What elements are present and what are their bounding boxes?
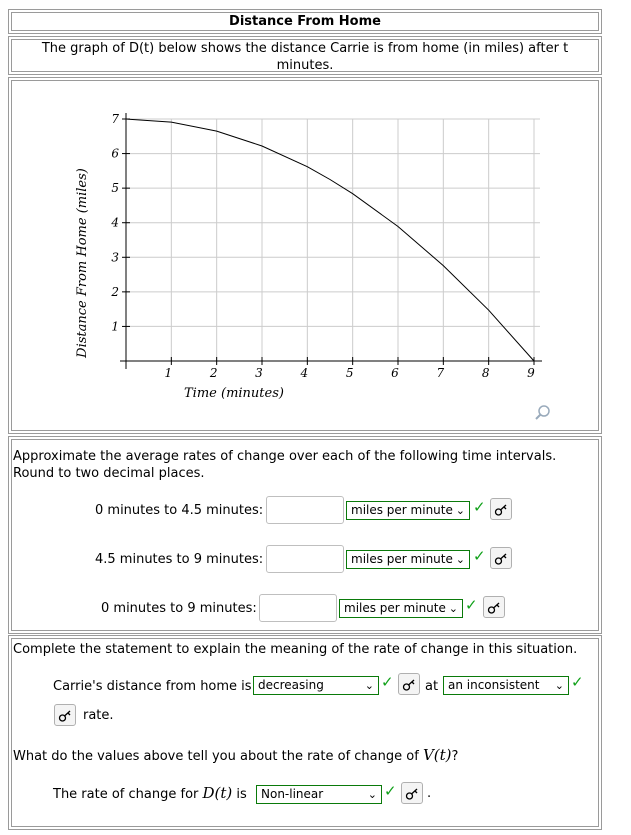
row1-answer-input[interactable]	[266, 496, 344, 524]
y-tick-label: 5	[111, 181, 119, 196]
rates-instructions: Approximate the average rates of change over each of the following time intervals. Round to two decimal places.	[13, 449, 557, 481]
x-tick-label: 5	[345, 366, 354, 380]
row2-unit-select[interactable]	[346, 550, 470, 569]
trend-select-value: decreasing	[258, 678, 324, 692]
y-tick-label: 7	[111, 112, 119, 126]
key-icon	[405, 787, 421, 801]
linearity-key-button[interactable]	[401, 782, 423, 804]
x-tick-label: 6	[391, 366, 399, 380]
linearity-check-icon: ✓	[384, 782, 397, 800]
row2-unit-value: miles per minute	[351, 552, 453, 566]
final-is: is	[236, 787, 247, 802]
y-axis-label: Distance From Home (miles)	[75, 168, 90, 358]
y-tick-label: 3	[111, 250, 119, 265]
statement-box	[8, 635, 602, 830]
linearity-select[interactable]	[256, 785, 382, 804]
row3-check-icon: ✓	[465, 596, 478, 614]
y-tick-label: 2	[111, 284, 119, 299]
trend-key-button[interactable]	[398, 673, 420, 695]
question-var: V(t)	[422, 746, 452, 764]
key-icon	[402, 678, 418, 692]
row3-key-button[interactable]	[483, 596, 505, 618]
at-word: at	[425, 679, 439, 694]
question-prefix: What do the values above tell you about the rate of change of	[13, 749, 419, 764]
header-box	[8, 9, 602, 34]
row1-label: 0 minutes to 4.5 minutes:	[95, 503, 264, 518]
page-title: Distance From Home	[229, 14, 381, 29]
chevron-down-icon: ⌄	[455, 504, 465, 517]
rates-box	[8, 436, 602, 634]
chevron-down-icon: ⌄	[367, 788, 377, 801]
intro-box	[8, 36, 602, 75]
question-suffix: ?	[451, 749, 459, 764]
x-tick-label: 3	[255, 366, 263, 380]
distance-curve	[126, 119, 534, 361]
chevron-down-icon: ⌄	[364, 679, 374, 692]
chevron-down-icon: ⌄	[448, 602, 458, 615]
statement-prefix: Carrie's distance from home is	[53, 679, 252, 694]
final-var: D(t)	[202, 784, 233, 802]
row1-check-icon: ✓	[473, 498, 486, 516]
graph-box	[8, 77, 602, 434]
key-icon	[487, 601, 503, 615]
y-tick-label: 1	[111, 319, 119, 334]
row3-label: 0 minutes to 9 minutes:	[101, 601, 257, 616]
rate-word: rate.	[83, 708, 114, 723]
chevron-down-icon: ⌄	[554, 679, 564, 692]
consistency-check-icon: ✓	[571, 673, 584, 691]
x-tick-label: 4	[300, 366, 309, 380]
final-period: .	[427, 786, 432, 801]
x-tick-label: 2	[209, 366, 218, 380]
key-icon	[494, 503, 510, 517]
intro-text: The graph of D(t) below shows the distance Carrie is from home (in miles) after t minutes.	[41, 41, 569, 73]
y-tick-label: 6	[111, 146, 119, 161]
final-text	[53, 784, 247, 802]
consistency-key-button[interactable]	[54, 704, 76, 726]
key-icon	[494, 552, 510, 566]
key-icon	[58, 709, 74, 723]
final-prefix: The rate of change for	[53, 787, 199, 802]
trend-select[interactable]	[253, 676, 379, 695]
x-tick-label: 1	[164, 366, 173, 380]
trend-check-icon: ✓	[381, 673, 394, 691]
statement-instructions: Complete the statement to explain the meaning of the rate of change in this situation.	[13, 642, 578, 657]
row2-key-button[interactable]	[490, 547, 512, 569]
x-tick-label: 8	[481, 366, 490, 380]
row2-label: 4.5 minutes to 9 minutes:	[95, 552, 264, 567]
x-axis-label: Time (minutes)	[184, 386, 284, 401]
row3-unit-value: miles per minute	[344, 601, 446, 615]
y-tick-label: 4	[111, 215, 119, 230]
question-text	[13, 746, 458, 764]
x-tick-label: 9	[527, 366, 535, 380]
zoom-icon[interactable]	[536, 406, 549, 419]
distance-chart	[10, 79, 600, 431]
chevron-down-icon: ⌄	[455, 553, 465, 566]
row1-key-button[interactable]	[490, 498, 512, 520]
row2-answer-input[interactable]	[266, 545, 344, 573]
row2-check-icon: ✓	[473, 547, 486, 565]
row1-unit-select[interactable]	[346, 501, 470, 520]
consistency-select[interactable]	[443, 676, 569, 695]
row3-unit-select[interactable]	[339, 599, 463, 618]
linearity-select-value: Non-linear	[261, 787, 324, 801]
row1-unit-value: miles per minute	[351, 503, 453, 517]
x-tick-label: 7	[436, 366, 445, 380]
row3-answer-input[interactable]	[259, 594, 337, 622]
consistency-select-value: an inconsistent	[448, 678, 540, 692]
